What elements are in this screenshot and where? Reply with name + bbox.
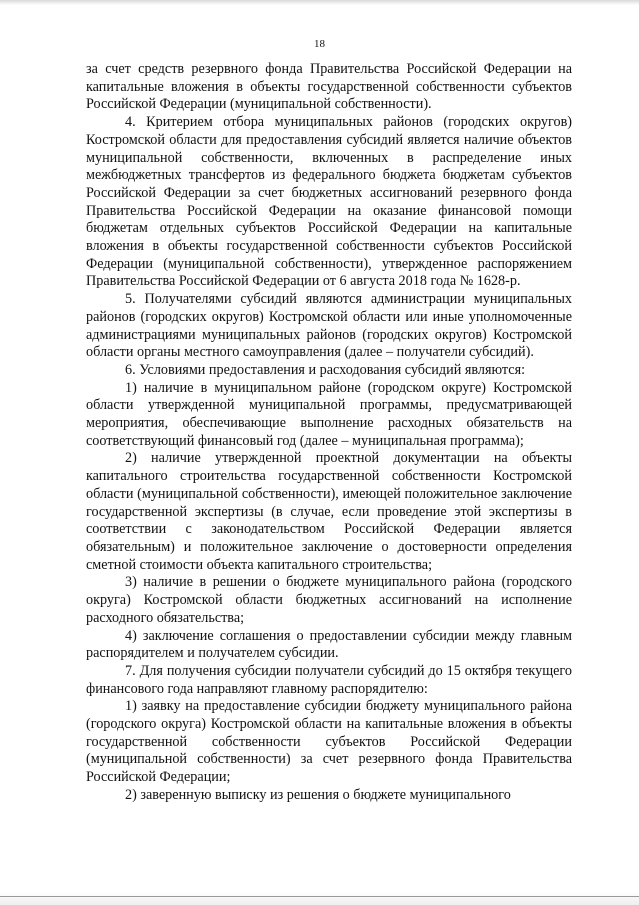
paragraph-subitem-6-2: 2) наличие утвержденной проектной документации на объекты капитального строительства государственной собственности Костромской области (муниципальной собственности), имеющей положительное заключение государственной экспертизы (в случае, если проведение этой экспертизы в соответствии с законодательством Российской Федерации является обязательным) и положительное заключение о достоверности определения сметной стоимости объекта капитального строительства; — [86, 450, 572, 573]
document-body — [86, 61, 572, 805]
paragraph-item-6: 6. Условиями предоставления и расходования субсидий являются: — [125, 361, 526, 378]
paragraph-subitem-7-1: 1) заявку на предоставление субсидии бюджету муниципального района (городского округа) Костромской области на капитальные вложения в объекты государственной собственности субъектов Российской Федерации (муниципальной собственности) за счет резервного фонда Правительства Российской Федерации; — [86, 698, 572, 786]
scan-top-edge — [0, 0, 639, 5]
scan-border-line — [0, 896, 639, 897]
paragraph-item-5: 5. Получателями субсидий являются администрации муниципальных районов (городских округов) Костромской области или иные уполномоченные администрациями муниципальных районов (городских округов) Костромской области органы местного самоуправления (далее – получатели субсидий). — [86, 291, 572, 361]
paragraph-subitem-7-2: 2) заверенную выписку из решения о бюджете муниципального — [125, 786, 511, 803]
paragraph-subitem-6-4: 4) заключение соглашения о предоставлении субсидии между главным распорядителем и получателем субсидии. — [86, 627, 572, 662]
paragraph-item-4: 4. Критерием отбора муниципальных районов (городских округов) Костромской области для предоставления субсидий является наличие объектов муниципальной собственности, включенных в распределение иных межбюджетных трансфертов из федерального бюджета бюджетам субъектов Российской Федерации за счет бюджетных ассигнований резервного фонда Правительства Российской Федерации на оказание финансовой помощи бюджетам отдельных субъектов Российской Федерации на капитальные вложения в объекты государственной собственности субъектов Российской Федерации (муниципальной собственности), утвержденное распоряжением Правительства Российской Федерации от 6 августа 2018 года № 1628-р. — [86, 114, 572, 290]
paragraph-item-7: 7. Для получения субсидии получатели субсидий до 15 октября текущего финансового года направляют главному распорядителю: — [86, 662, 572, 697]
page-number: 18 — [314, 38, 325, 50]
paragraph-continuation: за счет средств резервного фонда Правительства Российской Федерации на капитальные вложения в объекты государственной собственности субъектов Российской Федерации (муниципальной собственности). — [86, 61, 572, 113]
scan-bottom-edge — [0, 892, 639, 905]
paragraph-subitem-6-3: 3) наличие в решении о бюджете муниципального района (городского округа) Костромской области бюджетных ассигнований на исполнение расходного обязательства; — [86, 574, 572, 626]
paragraph-subitem-6-1: 1) наличие в муниципальном районе (городском округе) Костромской области утвержденной муниципальной программы, предусматривающей мероприятия, обеспечивающие выполнение расходных обязательств на соответствующий финансовый год (далее – муниципальная программа); — [86, 379, 572, 449]
